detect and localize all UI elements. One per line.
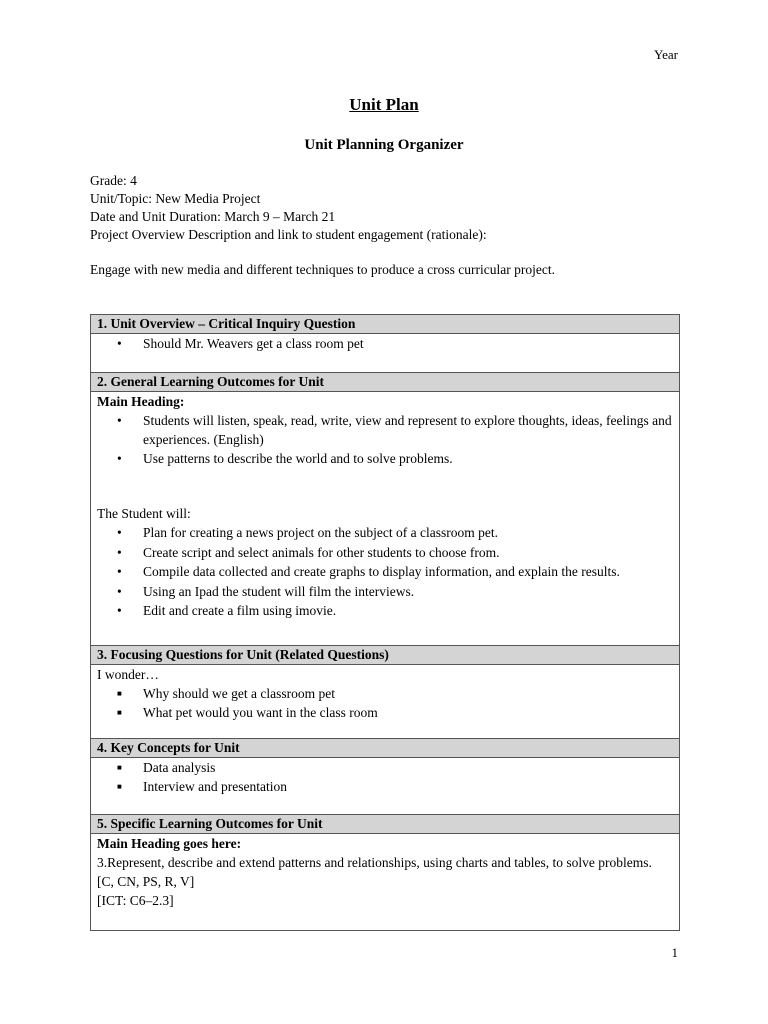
- bullet-icon: •: [117, 451, 122, 466]
- list-item: • Use patterns to describe the world and to solve problems.: [117, 451, 453, 466]
- square-bullet-icon: ■: [117, 782, 122, 791]
- duration-line: Date and Unit Duration: March 9 – March 21: [90, 209, 336, 224]
- page-subtitle: Unit Planning Organizer: [304, 137, 464, 153]
- bullet-icon: •: [117, 544, 122, 560]
- section-2-heading: 2. General Learning Outcomes for Unit: [91, 372, 679, 392]
- outcome-ict: [ICT: C6–2.3]: [97, 893, 174, 908]
- list-item: • Using an Ipad the student will film the interviews.: [97, 582, 673, 602]
- section-3-heading: 3. Focusing Questions for Unit (Related Questions): [91, 645, 679, 665]
- list-item: • Edit and create a film using imovie.: [97, 601, 673, 621]
- list-item: ■ Why should we get a classroom pet: [117, 686, 335, 701]
- page-title: Unit Plan: [349, 95, 419, 114]
- list-item: ■ What pet would you want in the class room: [117, 705, 378, 720]
- wonder-intro: I wonder…: [97, 667, 159, 682]
- page-number: 1: [671, 945, 678, 960]
- student-will-intro: The Student will:: [97, 506, 191, 521]
- list-item: • Plan for creating a news project on the subject of a classroom pet.: [97, 523, 673, 543]
- bullet-icon: •: [117, 336, 122, 351]
- bullet-icon: •: [117, 583, 122, 599]
- list-item: • Students will listen, speak, read, write, view and represent to explore thoughts, ideas, feelings and experiences. (English): [117, 413, 672, 447]
- section-5-body: [91, 834, 679, 930]
- header-year: Year: [654, 47, 678, 62]
- list-item: ■ Data analysis: [117, 760, 216, 775]
- list-item: ■ Interview and presentation: [117, 779, 287, 794]
- section-4-body: [91, 758, 679, 814]
- section-1-body: [91, 334, 679, 372]
- topic-line: Unit/Topic: New Media Project: [90, 191, 261, 206]
- square-bullet-icon: ■: [117, 689, 122, 698]
- outcome-codes: [C, CN, PS, R, V]: [97, 874, 195, 889]
- square-bullet-icon: ■: [117, 763, 122, 772]
- unit-plan-table: [90, 314, 680, 931]
- bullet-icon: •: [117, 603, 122, 618]
- section-2-main-heading: Main Heading:: [97, 394, 185, 409]
- bullet-icon: •: [117, 525, 122, 540]
- list-item: • Create script and select animals for other students to choose from.: [97, 543, 673, 563]
- bullet-icon: •: [117, 413, 122, 428]
- section-4-heading: 4. Key Concepts for Unit: [91, 738, 679, 758]
- list-item: • Should Mr. Weavers get a class room pet: [117, 336, 364, 351]
- square-bullet-icon: ■: [117, 708, 122, 717]
- section-5-main-heading: Main Heading goes here:: [97, 836, 242, 851]
- engagement-rationale: Engage with new media and different techniques to produce a cross curricular project.: [90, 262, 555, 277]
- list-item: • Compile data collected and create graphs to display information, and explain the results.: [97, 562, 673, 582]
- overview-line: Project Overview Description and link to student engagement (rationale):: [90, 227, 487, 242]
- outcome-text: 3.Represent, describe and extend patterns and relationships, using charts and tables, to solve problems.: [97, 855, 652, 870]
- bullet-icon: •: [117, 564, 122, 579]
- section-5-heading: 5. Specific Learning Outcomes for Unit: [91, 814, 679, 834]
- grade-line: Grade: 4: [90, 173, 137, 188]
- section-2-body: [91, 392, 679, 645]
- section-3-body: [91, 665, 679, 738]
- section-1-heading: 1. Unit Overview – Critical Inquiry Question: [91, 314, 679, 334]
- unit-meta: [90, 172, 487, 244]
